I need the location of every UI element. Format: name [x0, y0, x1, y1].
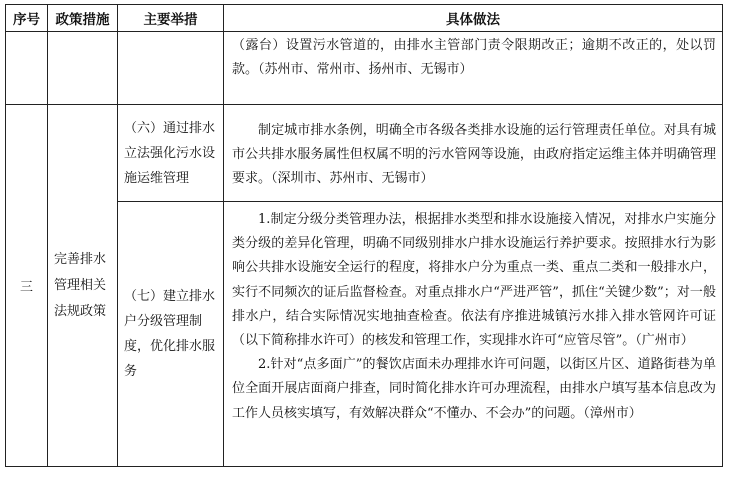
header-main-action: 主要举措	[118, 5, 224, 32]
header-specific-practice: 具体做法	[224, 5, 723, 32]
details-cell-seven	[224, 202, 723, 467]
table-row	[6, 105, 723, 202]
serial-cell-continued	[6, 32, 48, 105]
details-cell-six	[224, 105, 723, 202]
details-paragraph-1: 1.制定分级分类管理办法，根据排水类型和排水设施接入情况，对排水户实施分类分级的差异化管理，明确不同级别排水户排水设施运行养护要求。按照排水行为影响公共排水设施安全运行的程度，将排水户分为重点一类、重点二类和一般排水户，实行不同频次的证后监督检查。对重点排水户“严进严管”，抓住“关键少数”；对一般排水户，结合实际情况实地抽查检查。依法有序推进城镇污水排入排水管网许可证（以下简称排水许可）的核发和管理工作，实现排水许可“应管尽管”。（广州市）	[232, 212, 716, 349]
policy-measure-cell	[48, 105, 118, 467]
policy-cell-continued	[48, 32, 118, 105]
table-header-row	[6, 5, 723, 32]
header-policy-measure: 政策措施	[48, 5, 118, 32]
policy-measure-text: 完善排水管理相关法规政策	[54, 251, 107, 319]
details-paragraph: 制定城市排水条例，明确全市各级各类排水设施的运行管理责任单位。对具有城市公共排水服务属性但权属不明的污水管网等设施，由政府指定运维主体并明确管理要求。（深圳市、苏州市、无锡市）	[232, 123, 716, 187]
action-text-seven: （七）建立排水户分级管理制度，优化排水服务	[124, 289, 216, 379]
header-serial-number: 序号	[6, 5, 48, 32]
details-paragraph: （露台）设置污水管道的，由排水主管部门责令限期改正；逾期不改正的，处以罚款。（苏州市、常州市、扬州市、无锡市）	[232, 38, 716, 78]
table-row	[6, 32, 723, 105]
policy-table	[5, 4, 723, 467]
action-cell-continued	[118, 32, 224, 105]
serial-number-cell: 三	[6, 105, 48, 467]
action-cell-six	[118, 105, 224, 202]
details-paragraph-2: 2.针对“点多面广”的餐饮店面未办理排水许可问题，以街区片区、道路街巷为单位全面开展店面商户排查，同时简化排水许可办理流程，由排水户填写基本信息改为工作人员核实填写，有效解决群众“不懂办、不会办”的问题。（漳州市）	[232, 357, 716, 421]
details-cell-continued	[224, 32, 723, 105]
action-cell-seven	[118, 202, 224, 467]
action-text-six: （六）通过排水立法强化污水设施运维管理	[124, 120, 216, 186]
